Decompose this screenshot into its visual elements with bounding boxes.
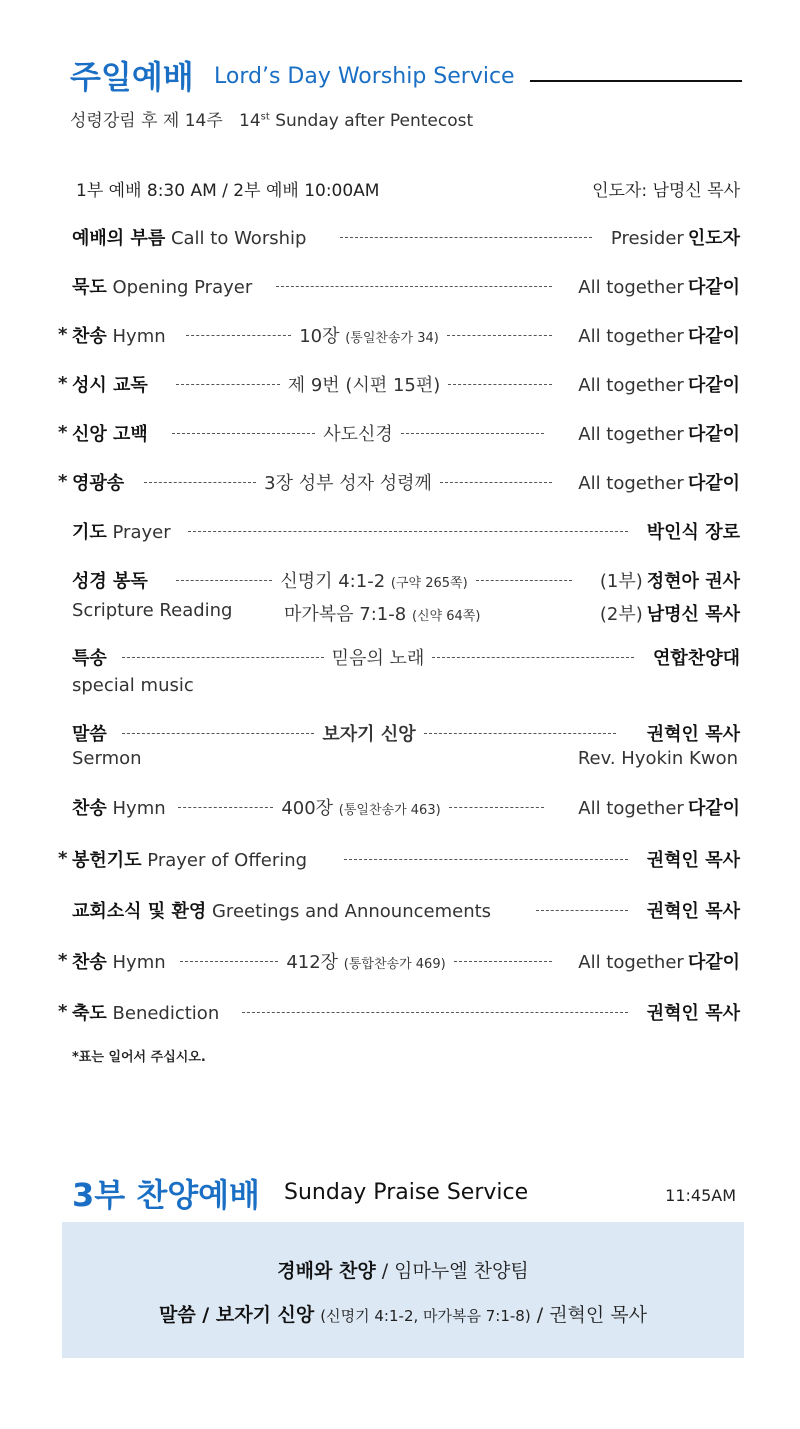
item-mid: 10장 bbox=[299, 326, 340, 347]
item-mid: 사도신경 bbox=[323, 424, 393, 445]
praise-line-2-ko: 말씀 / 보자기 신앙 bbox=[158, 1304, 315, 1326]
dashed-leader bbox=[344, 846, 628, 872]
item-ko: 봉헌기도 bbox=[72, 850, 142, 871]
item-en: Greetings and Announcements bbox=[211, 901, 492, 922]
dashed-leader bbox=[276, 273, 552, 299]
item-right-en: All together bbox=[578, 277, 684, 298]
item-ko: 찬송 bbox=[72, 952, 107, 973]
order-item-offering-prayer bbox=[58, 846, 740, 872]
item-right-en: Presider bbox=[610, 228, 684, 249]
praise-line-2-rest: / 권혁인 목사 bbox=[536, 1304, 648, 1326]
service-times: 1부 예배 8:30 AM / 2부 예배 10:00AM bbox=[76, 181, 380, 201]
item-right-ko: 연합찬양대 bbox=[653, 648, 740, 669]
praise-line-1-ko: 경배와 찬양 bbox=[277, 1260, 376, 1282]
item-sub-right-ko: 남명신 목사 bbox=[646, 604, 740, 625]
item-right-ko: 다같이 bbox=[687, 424, 740, 445]
item-right-ko: 정현아 권사 bbox=[646, 571, 740, 592]
standing-note: *표는 일어서 주십시오. bbox=[72, 1050, 206, 1065]
item-ko: 영광송 bbox=[72, 473, 125, 494]
item-mid-small: (통일찬송가 34) bbox=[345, 331, 439, 346]
item-en: Benediction bbox=[112, 1003, 220, 1024]
item-mid: 3장 성부 성자 성령께 bbox=[264, 473, 432, 494]
standing-star: * bbox=[58, 324, 68, 345]
subheading-en-num: 14 bbox=[239, 111, 261, 131]
standing-star: * bbox=[58, 373, 68, 394]
item-sub-en: special music bbox=[72, 675, 194, 696]
header-title-ko: 주일예배 bbox=[70, 58, 194, 96]
item-sub-mid-small: (신약 64쪽) bbox=[411, 609, 481, 624]
item-en: Hymn bbox=[112, 326, 166, 347]
order-item-opening-prayer bbox=[58, 273, 740, 299]
praise-title-en: Sunday Praise Service bbox=[284, 1180, 529, 1205]
item-sub-right-en: (2부) bbox=[599, 604, 643, 625]
order-item-benediction bbox=[58, 999, 740, 1025]
item-right-en: All together bbox=[578, 375, 684, 396]
item-right-en: All together bbox=[578, 952, 684, 973]
order-item-scripture-second bbox=[58, 600, 740, 626]
header bbox=[70, 50, 742, 100]
praise-line-2-small: (신명기 4:1-2, 마가복음 7:1-8) bbox=[320, 1307, 531, 1325]
praise-title-ko: 3부 찬양예배 bbox=[72, 1176, 260, 1214]
item-mid-small: (통합찬송가 469) bbox=[343, 957, 446, 972]
item-ko: 예배의 부름 bbox=[72, 228, 166, 249]
order-item-scripture bbox=[58, 567, 740, 593]
item-ko: 찬송 bbox=[72, 798, 107, 819]
praise-time: 11:45AM bbox=[665, 1186, 736, 1205]
item-right-en: All together bbox=[578, 326, 684, 347]
order-item-responsive-reading bbox=[58, 371, 740, 397]
item-en: Hymn bbox=[112, 952, 166, 973]
item-sub-en: Sermon bbox=[72, 748, 142, 769]
item-right-en: (1부) bbox=[599, 571, 643, 592]
dashed-leader bbox=[144, 469, 552, 495]
subheading-en-rest: Sunday after Pentecost bbox=[275, 111, 474, 131]
dashed-leader bbox=[180, 948, 552, 974]
item-right-ko: 다같이 bbox=[687, 473, 740, 494]
item-ko: 성경 봉독 bbox=[72, 571, 148, 592]
item-mid: 신명기 4:1-2 bbox=[280, 571, 386, 592]
item-en: Prayer of Offering bbox=[147, 850, 308, 871]
order-item-gloria bbox=[58, 469, 740, 495]
item-ko: 신앙 고백 bbox=[72, 424, 148, 445]
item-ko: 기도 bbox=[72, 522, 107, 543]
item-mid-small: (통일찬송가 463) bbox=[338, 803, 441, 818]
subheading bbox=[70, 106, 473, 131]
header-rule bbox=[530, 80, 742, 82]
subheading-en-sup: st bbox=[260, 111, 270, 123]
praise-line-1-rest: / 임마누엘 찬양팀 bbox=[381, 1260, 529, 1282]
item-right-ko: 다같이 bbox=[687, 375, 740, 396]
header-title-en: Lord’s Day Worship Service bbox=[214, 64, 515, 89]
order-item-special-music bbox=[58, 644, 740, 670]
dashed-leader bbox=[122, 644, 634, 670]
dashed-leader bbox=[176, 567, 572, 593]
praise-header bbox=[72, 1170, 740, 1214]
order-item-creed bbox=[58, 420, 740, 446]
item-mid-small: (구약 265쪽) bbox=[390, 576, 468, 591]
dashed-leader bbox=[172, 420, 544, 446]
dashed-leader bbox=[186, 322, 552, 348]
praise-line-1 bbox=[62, 1256, 744, 1283]
item-ko: 축도 bbox=[72, 1003, 107, 1024]
order-item-call-to-worship bbox=[58, 224, 740, 250]
dashed-leader bbox=[536, 897, 628, 923]
order-item-hymn-1 bbox=[58, 322, 740, 348]
order-item-hymn-3 bbox=[58, 948, 740, 974]
item-mid: 412장 bbox=[286, 952, 339, 973]
item-right-ko: 다같이 bbox=[687, 952, 740, 973]
standing-star: * bbox=[58, 1001, 68, 1022]
item-ko: 묵도 bbox=[72, 277, 107, 298]
praise-line-2 bbox=[62, 1300, 744, 1327]
order-item-prayer bbox=[58, 518, 740, 544]
item-ko: 말씀 bbox=[72, 724, 107, 745]
order-item-announcements bbox=[58, 897, 740, 923]
item-right-ko: 권혁인 목사 bbox=[646, 1003, 740, 1024]
item-right-ko: 다같이 bbox=[687, 798, 740, 819]
item-ko: 특송 bbox=[72, 648, 107, 669]
item-right-en: All together bbox=[578, 424, 684, 445]
item-right-ko: 권혁인 목사 bbox=[646, 724, 740, 745]
item-ko: 교회소식 및 환영 bbox=[72, 901, 207, 922]
order-item-hymn-2 bbox=[58, 794, 740, 820]
item-right-ko: 박인식 장로 bbox=[646, 522, 740, 543]
item-en: Call to Worship bbox=[170, 228, 307, 249]
order-item-sermon bbox=[58, 720, 740, 746]
item-en: Prayer bbox=[112, 522, 171, 543]
item-sub-mid: 마가복음 7:1-8 bbox=[284, 604, 407, 625]
item-right-ko: 다같이 bbox=[687, 326, 740, 347]
item-en: Hymn bbox=[112, 798, 166, 819]
item-en: Opening Prayer bbox=[112, 277, 253, 298]
item-right-en: All together bbox=[578, 473, 684, 494]
item-right-ko: 다같이 bbox=[687, 277, 740, 298]
item-right-en: All together bbox=[578, 798, 684, 819]
standing-star: * bbox=[58, 848, 68, 869]
dashed-leader bbox=[188, 518, 628, 544]
item-sub-en: Scripture Reading bbox=[72, 600, 233, 621]
dashed-leader bbox=[242, 999, 628, 1025]
item-ko: 찬송 bbox=[72, 326, 107, 347]
item-mid: 보자기 신앙 bbox=[322, 724, 416, 745]
item-ko: 성시 교독 bbox=[72, 375, 148, 396]
item-right-ko: 인도자 bbox=[687, 228, 740, 249]
subheading-ko: 성령강림 후 제 14주 bbox=[70, 111, 223, 131]
item-mid: 제 9번 (시편 15편) bbox=[287, 375, 441, 396]
leader: 인도자: 남명신 목사 bbox=[592, 181, 740, 201]
praise-box bbox=[62, 1222, 744, 1358]
item-sub-right: Rev. Hyokin Kwon bbox=[577, 748, 738, 769]
dashed-leader bbox=[176, 371, 552, 397]
item-mid: 400장 bbox=[281, 798, 334, 819]
standing-star: * bbox=[58, 422, 68, 443]
standing-star: * bbox=[58, 471, 68, 492]
dashed-leader bbox=[178, 794, 544, 820]
item-right-ko: 권혁인 목사 bbox=[646, 901, 740, 922]
dashed-leader bbox=[122, 720, 616, 746]
standing-star: * bbox=[58, 950, 68, 971]
item-right-ko: 권혁인 목사 bbox=[646, 850, 740, 871]
dashed-leader bbox=[340, 224, 592, 250]
item-mid: 믿음의 노래 bbox=[331, 648, 425, 669]
